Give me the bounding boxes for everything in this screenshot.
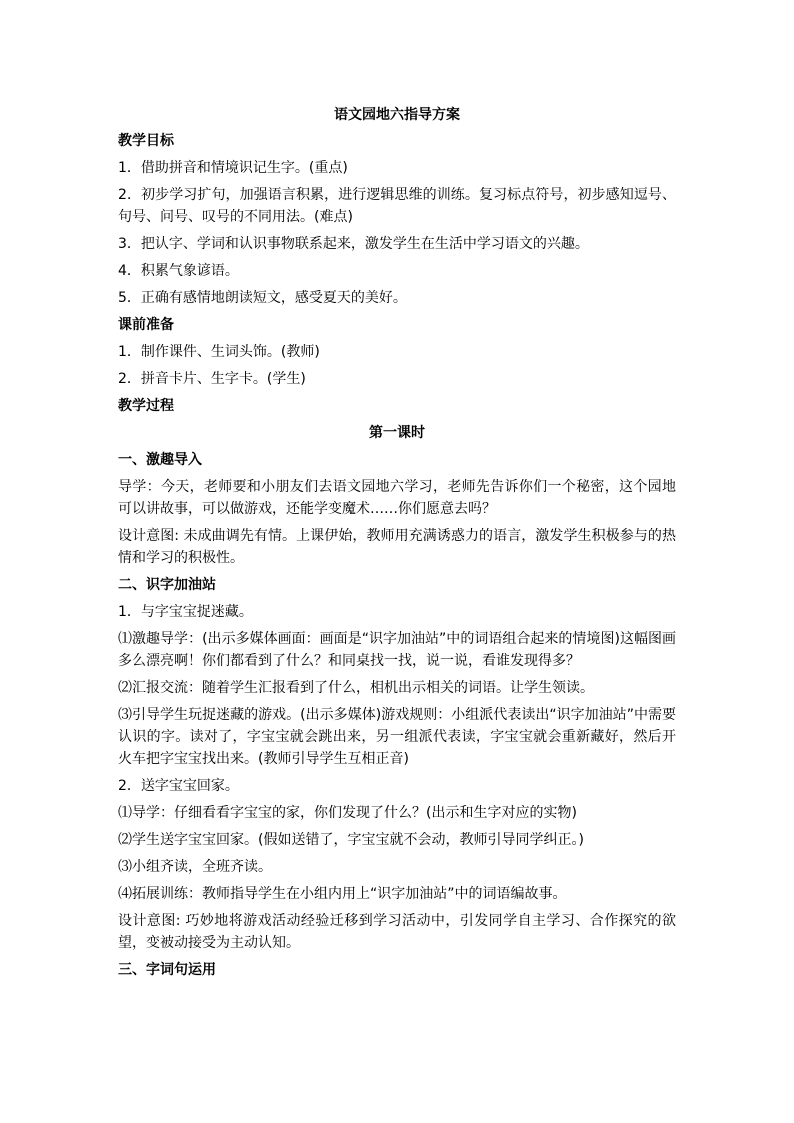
paragraph: ⑶小组齐读，全班齐读。 xyxy=(118,859,272,875)
design-intent: 设计意图: 未成曲调先有情。上课伊始，教师用充满诱惑力的语言，激发学生积极参与的热情和学习的积极性。 xyxy=(118,528,676,566)
document-body xyxy=(118,104,676,986)
section-heading-2: 二、识字加油站 xyxy=(118,577,216,593)
paragraph: ⑵汇报交流：随着学生汇报看到了什么，相机出示相关的词语。让学生领读。 xyxy=(118,680,594,696)
goal-item: 4．积累气象谚语。 xyxy=(118,263,239,279)
paragraph: ⑴导学：仔细看看字宝宝的家，你们发现了什么？(出示和生字对应的实物) xyxy=(118,805,577,821)
prep-heading: 课前准备 xyxy=(118,317,174,333)
goal-item: 2．初步学习扩句，加强语言积累，进行逻辑思维的训练。复习标点符号，初步感知逗号、句号、问号、叹号的不同用法。(难点) xyxy=(118,187,676,225)
lesson-title: 第一课时 xyxy=(369,425,425,441)
section-heading-1: 一、激趣导入 xyxy=(118,452,202,468)
prep-item: 1．制作课件、生词头饰。(教师) xyxy=(118,344,320,360)
paragraph: ⑴激趣导学：(出示多媒体画面：画面是“识字加油站”中的词语组合起来的情境图)这幅图画多么漂亮啊！你们都看到了什么？和同桌找一找，说一说，看谁发现得多？ xyxy=(118,631,676,669)
paragraph: ⑷拓展训练：教师指导学生在小组内用上“识字加油站”中的词语编故事。 xyxy=(118,886,567,902)
process-heading: 教学过程 xyxy=(118,398,174,414)
goal-item: 1．借助拼音和情境识记生字。(重点) xyxy=(118,160,348,176)
paragraph: ⑵学生送字宝宝回家。(假如送错了，字宝宝就不会动，教师引导同学纠正。) xyxy=(118,832,584,848)
section-heading-3: 三、字词句运用 xyxy=(118,962,216,978)
design-intent: 设计意图: 巧妙地将游戏活动经验迁移到学习活动中，引发同学自主学习、合作探究的欲望，变被动接受为主动认知。 xyxy=(118,913,676,951)
goal-item: 5．正确有感情地朗读短文，感受夏天的美好。 xyxy=(118,290,407,306)
paragraph: 1．与字宝宝捉迷藏。 xyxy=(118,604,253,620)
paragraph: ⑶引导学生玩捉迷藏的游戏。(出示多媒体)游戏规则：小组派代表读出“识字加油站”中需要认识的字。读对了，字宝宝就会跳出来，另一组派代表读，字宝宝就会重新藏好，然后开火车把字宝宝找出来。(教师引导学生互相正音) xyxy=(118,707,676,767)
goals-heading: 教学目标 xyxy=(118,133,174,149)
page-title: 语文园地六指导方案 xyxy=(334,107,460,123)
prep-item: 2．拼音卡片、生字卡。(学生) xyxy=(118,371,306,387)
goal-item: 3．把认字、学词和认识事物联系起来，激发学生在生活中学习语文的兴趣。 xyxy=(118,236,589,252)
paragraph: 2．送字宝宝回家。 xyxy=(118,778,239,794)
paragraph: 导学：今天，老师要和小朋友们去语文园地六学习，老师先告诉你们一个秘密，这个园地可以讲故事，可以做游戏，还能学变魔术……你们愿意去吗？ xyxy=(118,479,676,517)
